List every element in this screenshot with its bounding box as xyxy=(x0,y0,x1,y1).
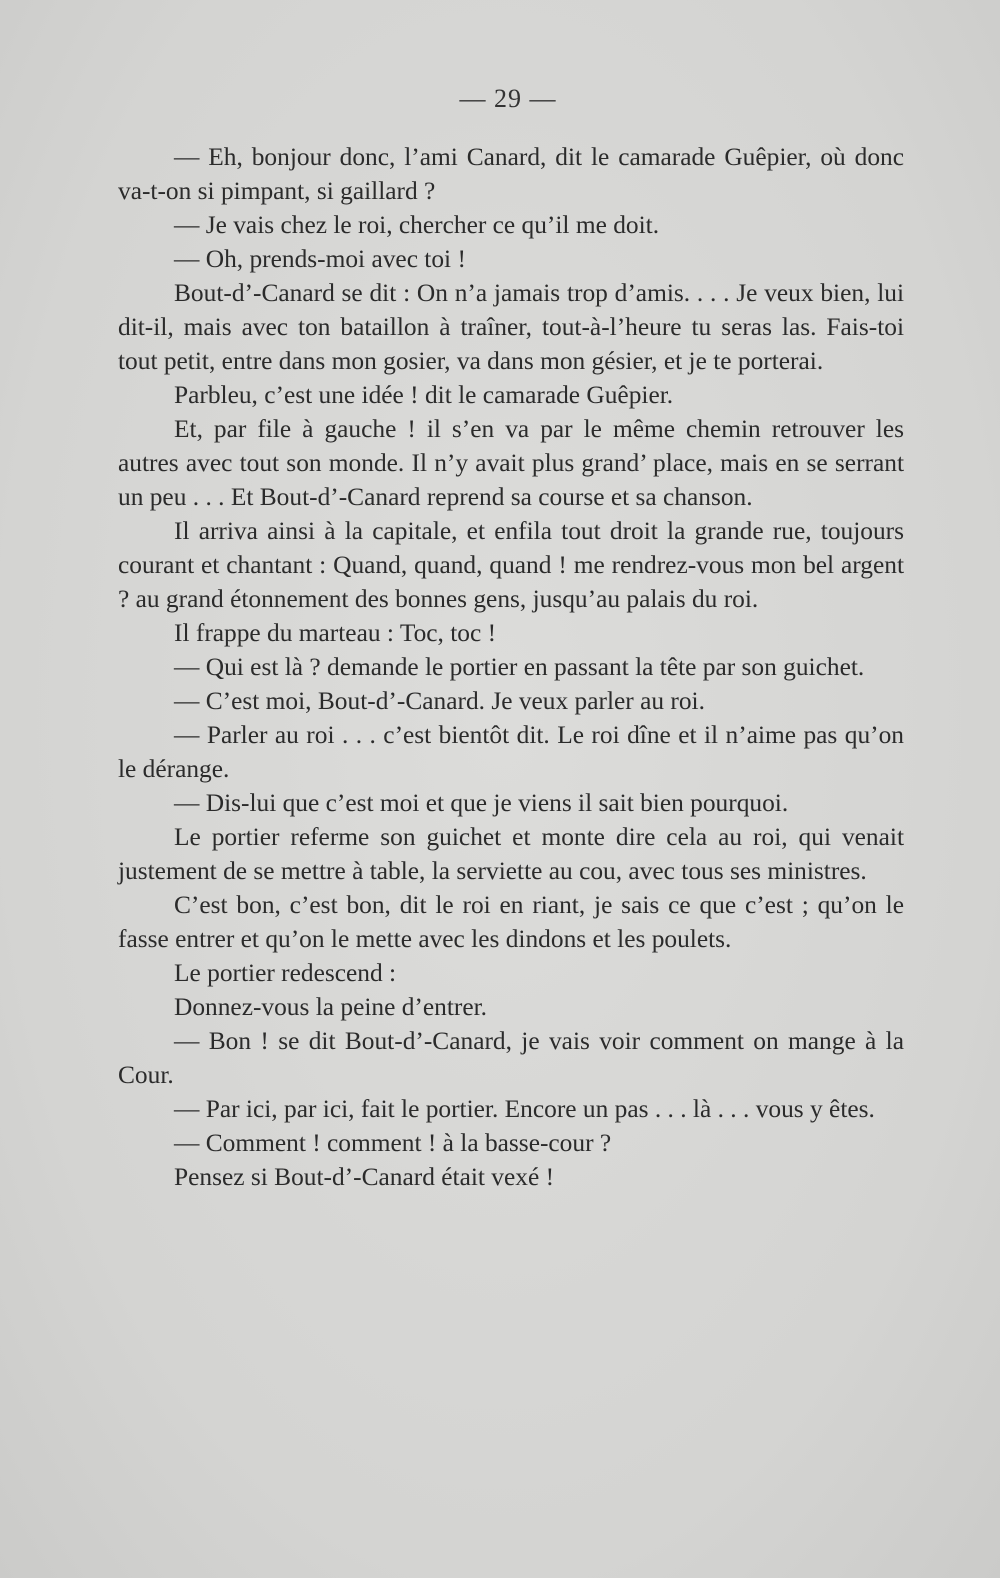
paragraph: Le portier referme son guichet et monte dire cela au roi, qui venait justement de se mettre à table, la serviette au cou, avec tous ses ministres. xyxy=(118,823,904,885)
paragraph: C’est bon, c’est bon, dit le roi en riant, je sais ce que c’est ; qu’on le fasse entrer et qu’on le mette avec les dindons et les poulets. xyxy=(118,891,904,953)
paragraph: Donnez-vous la peine d’entrer. xyxy=(174,993,488,1021)
page-number: — 29 — xyxy=(459,84,557,113)
paragraph: Le portier redescend : xyxy=(174,959,397,987)
paragraph: — Comment ! comment ! à la basse-cour ? xyxy=(174,1129,612,1157)
paragraph: — C’est moi, Bout-d’-Canard. Je veux parler au roi. xyxy=(174,687,705,715)
paragraph: — Par ici, par ici, fait le portier. Encore un pas . . . là . . . vous y êtes. xyxy=(174,1095,875,1123)
paragraph: — Eh, bonjour donc, l’ami Canard, dit le camarade Guêpier, où donc va-t-on si pimpant, si gaillard ? xyxy=(118,143,904,205)
body-text xyxy=(118,140,904,1194)
paragraph: Pensez si Bout-d’-Canard était vexé ! xyxy=(174,1163,555,1191)
paragraph: — Qui est là ? demande le portier en passant la tête par son guichet. xyxy=(174,653,865,681)
paragraph: — Oh, prends-moi avec toi ! xyxy=(174,245,466,273)
paragraph: — Dis-lui que c’est moi et que je viens il sait bien pourquoi. xyxy=(174,789,789,817)
paragraph: — Je vais chez le roi, chercher ce qu’il me doit. xyxy=(174,211,660,239)
paragraph: — Bon ! se dit Bout-d’-Canard, je vais voir comment on mange à la Cour. xyxy=(118,1027,904,1089)
paragraph: Et, par file à gauche ! il s’en va par le même chemin retrouver les autres avec tout son monde. Il n’y avait plus grand’ place, mais en se serrant un peu . . . Et Bout-d’-Canard reprend sa course et sa chanson. xyxy=(118,415,904,511)
paragraph: Parbleu, c’est une idée ! dit le camarade Guêpier. xyxy=(174,381,674,409)
paragraph: Il frappe du marteau : Toc, toc ! xyxy=(174,619,497,647)
paragraph: Bout-d’-Canard se dit : On n’a jamais trop d’amis. . . . Je veux bien, lui dit-il, mais avec ton bataillon à traîner, tout-à-l’heure tu seras las. Fais-toi tout petit, entre dans mon gosier, va dans mon gésier, et je te porterai. xyxy=(118,279,904,375)
paragraph: — Parler au roi . . . c’est bientôt dit. Le roi dîne et il n’aime pas qu’on le dérange. xyxy=(118,721,904,783)
paragraph: Il arriva ainsi à la capitale, et enfila tout droit la grande rue, toujours courant et chantant : Quand, quand, quand ! me rendrez-vous mon bel argent ? au grand étonnement des bonnes gens, jusqu’au palais du roi. xyxy=(118,517,904,613)
